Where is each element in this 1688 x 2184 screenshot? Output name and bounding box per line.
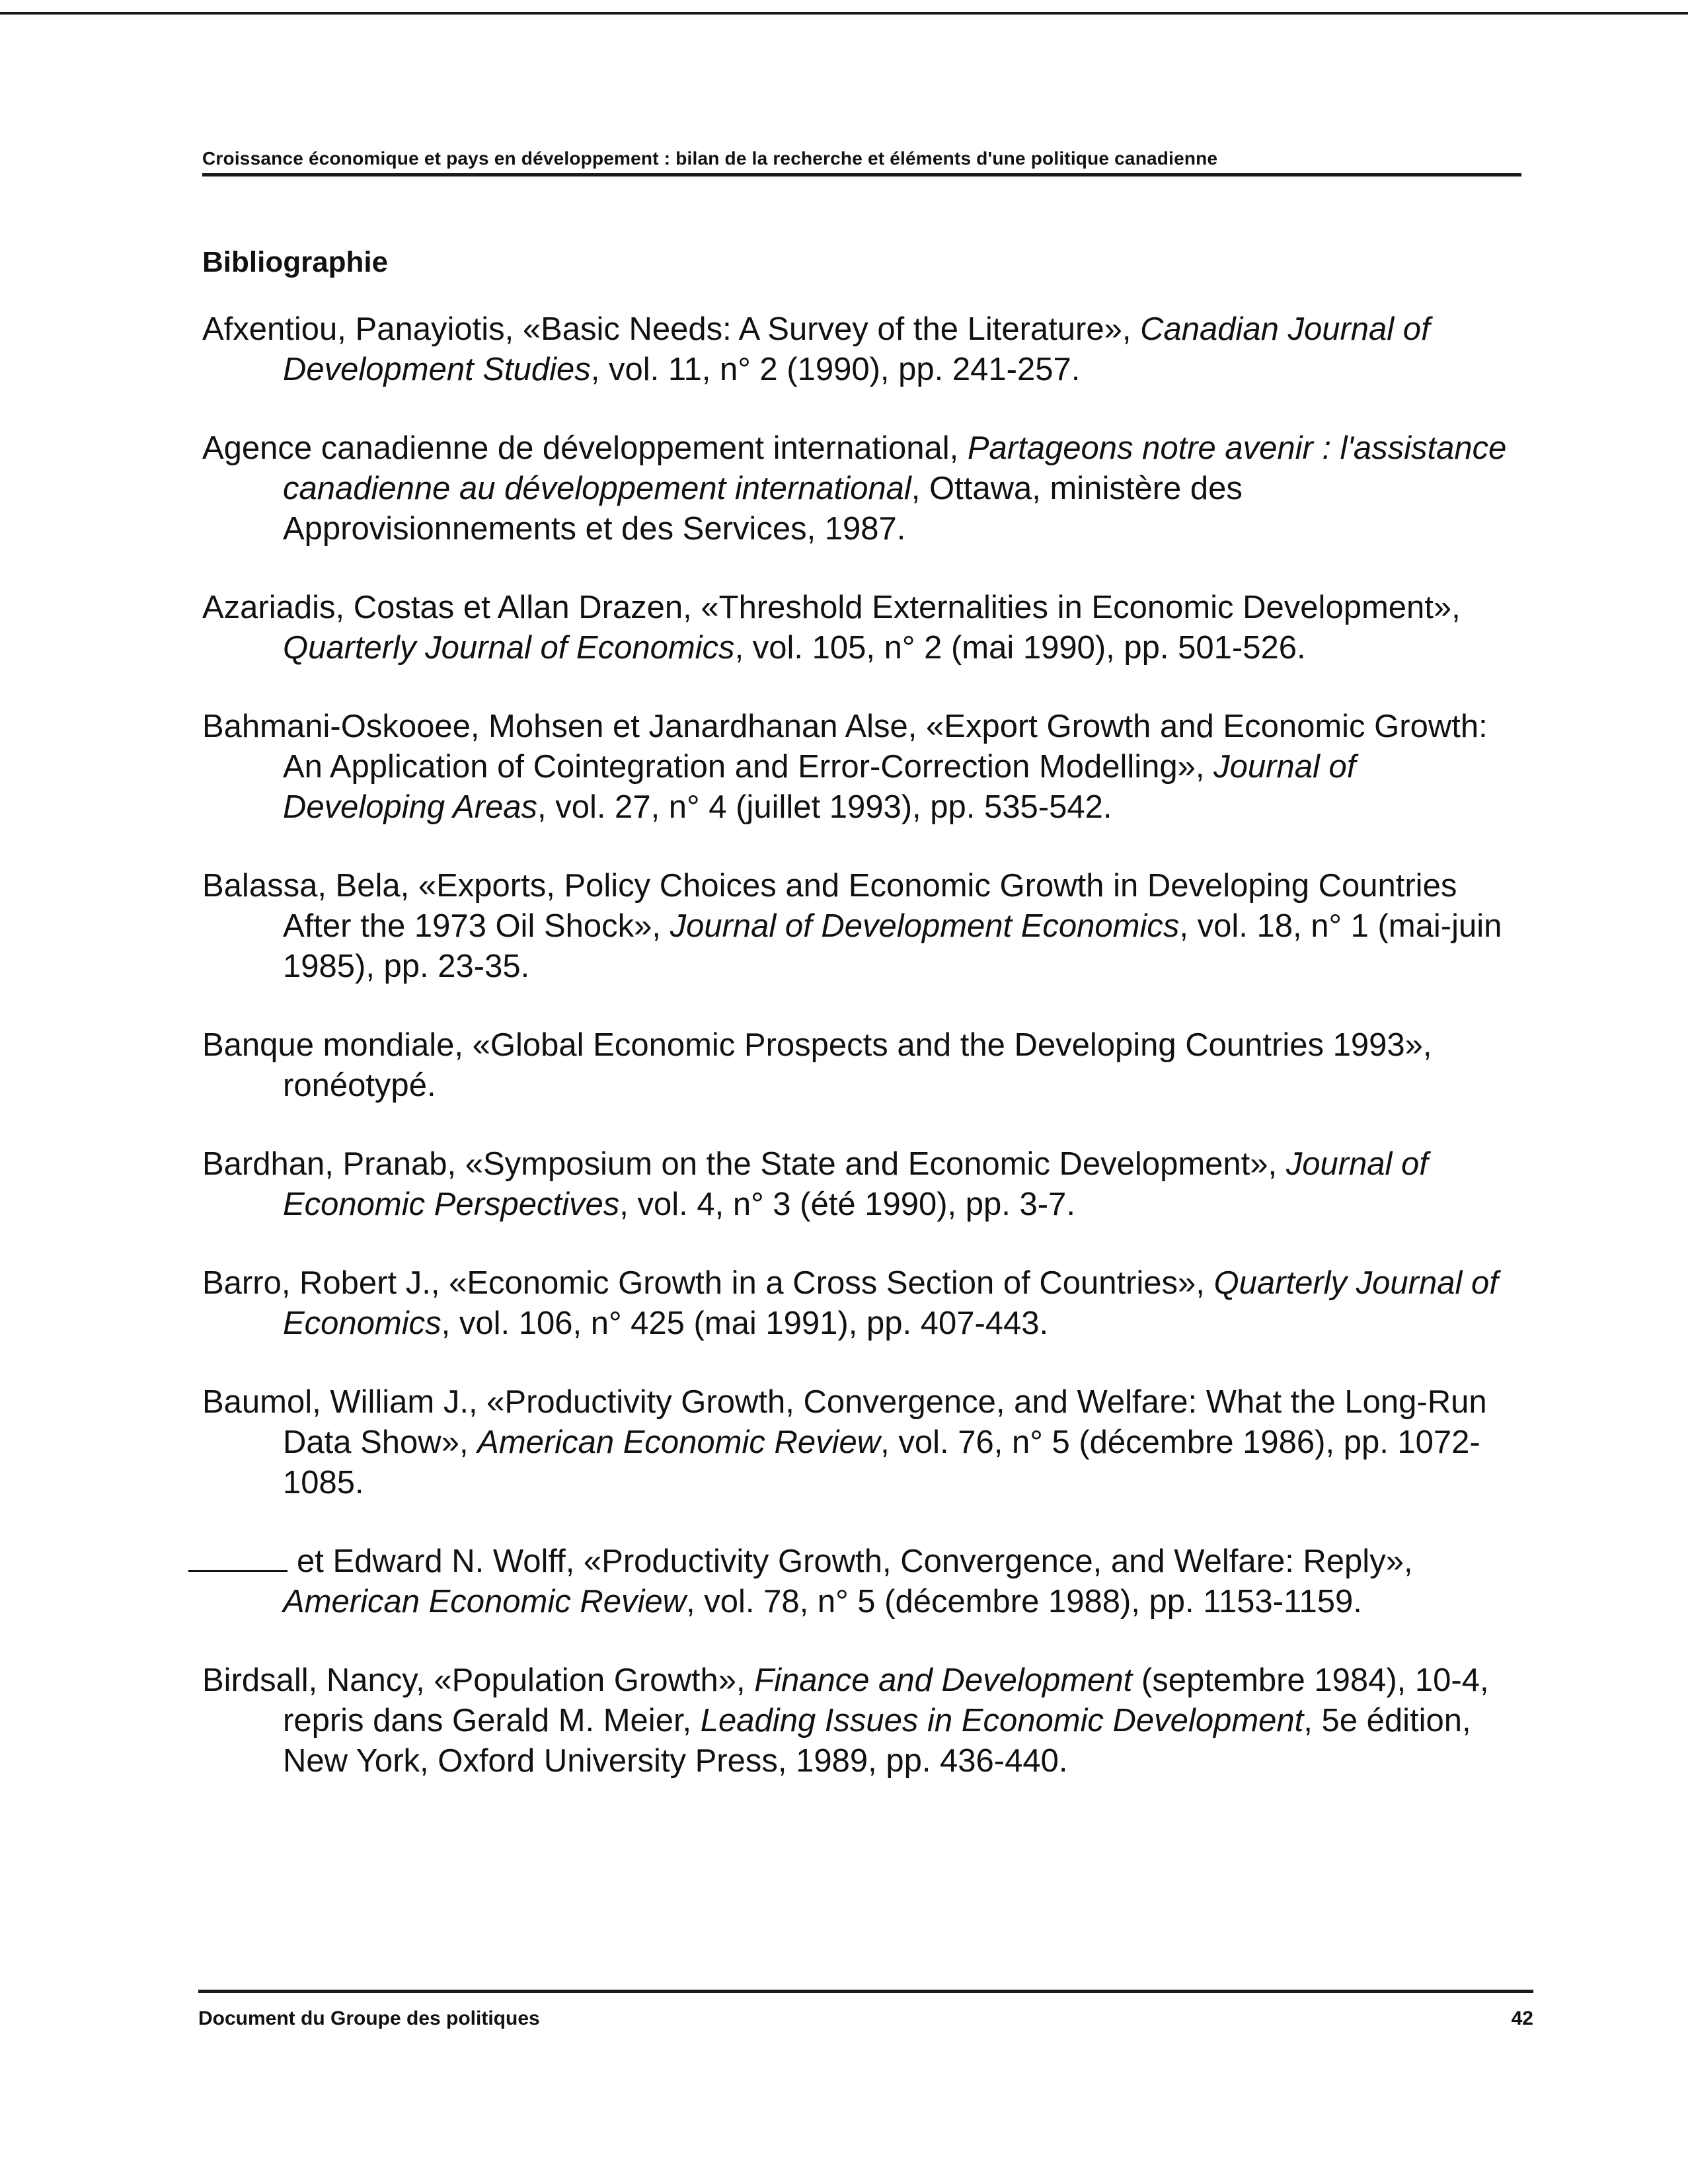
entry-work: Partageons notre avenir : l'assistance canadienne au développement international — [283, 430, 1507, 506]
footer-label: Document du Groupe des politiques — [198, 2008, 540, 2029]
bibliography-entry-bahmani-oskooee — [202, 707, 1517, 828]
entry-details: , Ottawa, ministère des Approvisionnements et des Services, 1987. — [283, 471, 1243, 547]
entry-work: Journal of Economic Perspectives — [283, 1146, 1428, 1222]
entry-author: Birdsall, Nancy, «Population Growth», — [202, 1662, 755, 1698]
entry-details: , vol. 78, n° 5 (décembre 1988), pp. 1153-1159. — [686, 1584, 1362, 1619]
bibliography-entry-bardhan — [202, 1144, 1517, 1225]
bibliography-entry-baumol — [202, 1382, 1517, 1503]
bibliography-entry-acdi — [202, 428, 1517, 549]
entry-details: , vol. 105, n° 2 (mai 1990), pp. 501-526. — [734, 630, 1306, 666]
ditto-rule — [188, 1542, 288, 1572]
bibliography-entry-balassa — [202, 866, 1517, 987]
entry-author: et Edward N. Wolff, «Productivity Growth, Convergence, and Welfare: Reply», — [297, 1543, 1413, 1579]
page-footer — [198, 1990, 1533, 2030]
entry-work: Journal of Development Economics — [670, 908, 1180, 944]
entry-work: Quarterly Journal of Economics — [283, 1265, 1498, 1341]
page-top-border — [0, 0, 1688, 15]
section-title: Bibliographie — [202, 246, 389, 278]
entry-author: Afxentiou, Panayiotis, «Basic Needs: A Survey of the Literature», — [202, 311, 1141, 347]
entry-work: Journal of Developing Areas — [283, 749, 1356, 825]
bibliography-entry-afxentiou — [202, 309, 1517, 390]
bibliography-list — [202, 309, 1517, 1820]
entry-author: Banque mondiale, «Global Economic Prospects and the Developing Countries 1993», ronéotypé. — [202, 1027, 1432, 1103]
entry-details: , vol. 106, n° 425 (mai 1991), pp. 407-443. — [441, 1306, 1049, 1341]
entry-work: Canadian Journal of Development Studies — [283, 311, 1430, 387]
entry-details-secondary: , 5e édition, New York, Oxford University Press, 1989, pp. 436-440. — [283, 1703, 1471, 1779]
bibliography-entry-barro — [202, 1263, 1517, 1344]
entry-work-secondary: Leading Issues in Economic Development — [700, 1703, 1304, 1738]
entry-author: Baumol, William J., «Productivity Growth, Convergence, and Welfare: What the Long-Run Data Show», — [202, 1384, 1487, 1460]
entry-work: American Economic Review — [283, 1584, 686, 1619]
entry-details: , vol. 27, n° 4 (juillet 1993), pp. 535-542. — [537, 789, 1112, 825]
page-number: 42 — [1511, 2008, 1533, 2029]
entry-author: Balassa, Bela, «Exports, Policy Choices and Economic Growth in Developing Countries After the 1973 Oil Shock», — [202, 868, 1457, 944]
entry-details: , vol. 76, n° 5 (décembre 1986), pp. 1072-1085. — [283, 1424, 1480, 1501]
entry-work: American Economic Review — [477, 1424, 881, 1460]
bibliography-entry-banque-mondiale — [202, 1025, 1517, 1106]
entry-work: Finance and Development — [754, 1662, 1133, 1698]
entry-work: Quarterly Journal of Economics — [283, 630, 735, 666]
entry-author: Barro, Robert J., «Economic Growth in a Cross Section of Countries», — [202, 1265, 1214, 1301]
entry-author: Bahmani-Oskooee, Mohsen et Janardhanan Alse, «Export Growth and Economic Growth: An Application of Cointegration and Error-Correction Modelling», — [202, 709, 1488, 785]
bibliography-entry-azariadis — [202, 588, 1517, 668]
entry-details: , vol. 11, n° 2 (1990), pp. 241-257. — [590, 352, 1081, 387]
entry-details: (septembre 1984), 10-4, repris dans Gerald M. Meier, — [283, 1662, 1489, 1738]
bibliography-entry-baumol-wolff — [202, 1541, 1517, 1622]
entry-author: Agence canadienne de développement international, — [202, 430, 968, 466]
running-header: Croissance économique et pays en développement : bilan de la recherche et éléments d'une politique canadienne — [202, 148, 1521, 176]
entry-details: , vol. 18, n° 1 (mai-juin 1985), pp. 23-35. — [283, 908, 1502, 984]
bibliography-entry-birdsall — [202, 1660, 1517, 1781]
entry-details: , vol. 4, n° 3 (été 1990), pp. 3-7. — [619, 1187, 1075, 1222]
entry-author: Bardhan, Pranab, «Symposium on the State and Economic Development», — [202, 1146, 1286, 1182]
entry-author: Azariadis, Costas et Allan Drazen, «Threshold Externalities in Economic Development», — [202, 590, 1461, 625]
